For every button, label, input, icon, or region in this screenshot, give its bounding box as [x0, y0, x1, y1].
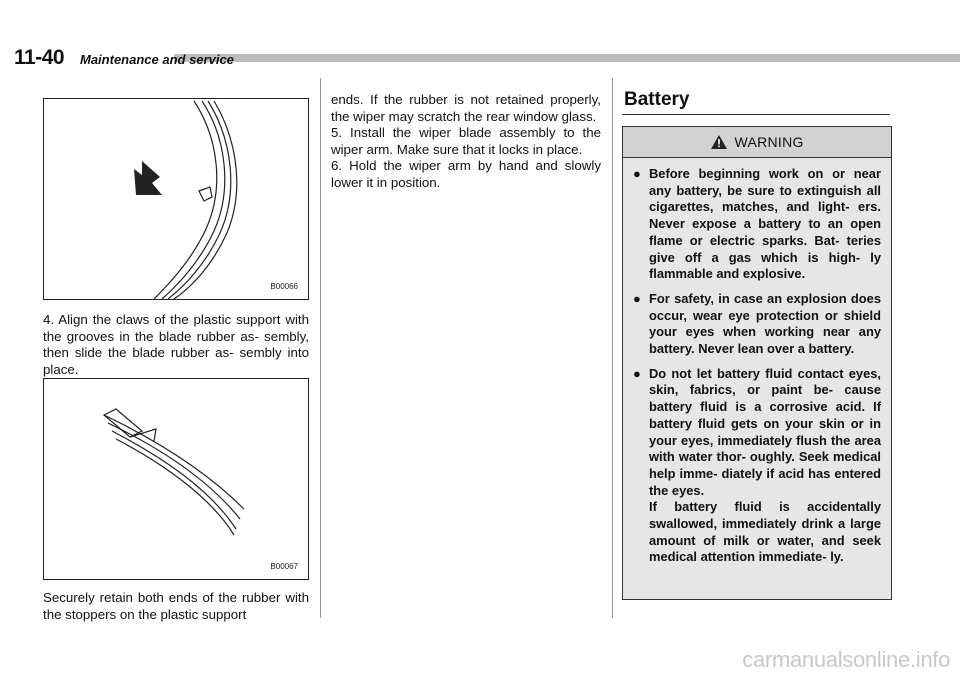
warning-list: [623, 158, 891, 566]
step-5-text: 5. Install the wiper blade assembly to the wiper arm. Make sure that it locks in place.: [331, 125, 601, 157]
warning-header: [623, 127, 891, 158]
retain-text: Securely retain both ends of the rubber with the stoppers on the plastic support: [43, 590, 309, 622]
warning-triangle-icon: [710, 134, 728, 150]
figure-wiper-blade-1: [43, 98, 309, 300]
bullet-icon: ●: [633, 365, 641, 381]
wiper-blade-illustration-1: [44, 99, 308, 299]
page-number: 11-40: [14, 46, 65, 69]
figure-wiper-blade-2: [43, 378, 309, 580]
figure-label: B00066: [270, 282, 298, 291]
bullet-icon: ●: [633, 290, 641, 306]
warning-item: ● Before beginning work on or near any battery, be sure to extinguish all cigarettes, matches, and light- ers. Never expose a battery to an open flame or electric sparks. Bat- teries give off a gas which is high- ly flammable and explosive.: [633, 166, 881, 282]
continuation-text: ends. If the rubber is not retained properly, the wiper may scratch the rear window glass.: [331, 92, 601, 124]
step-6-text: 6. Hold the wiper arm by hand and slowly lower it in position.: [331, 158, 601, 190]
warning-item: ● Do not let battery fluid contact eyes, skin, fabrics, or paint be- cause battery fluid is a corrosive acid. If battery fluid gets on your skin or in your eyes, immediately flush the area with water thor- oughly. Seek medical help imme- diately if acid has entered the eyes. If battery fluid is accidentally swallowed, immediately drink a large amount of milk or water, and seek medical attention immediate- ly.: [633, 365, 881, 565]
wiper-blade-illustration-2: [44, 379, 308, 579]
warning-label: WARNING: [734, 134, 804, 150]
section-title: Maintenance and service: [80, 52, 234, 67]
watermark: carmanualsonline.info: [742, 647, 950, 672]
warning-item-extra: If battery fluid is accidentally swallowed, immediately drink a large amount of milk or water, and seek medical attention immediate- ly.: [649, 499, 881, 565]
page-header: [14, 46, 944, 70]
warning-item: ● For safety, in case an explosion does occur, wear eye protection or shield your eyes when working near any battery. Never lean over a battery.: [633, 290, 881, 357]
bullet-icon: ●: [633, 166, 641, 181]
warning-box: [622, 126, 892, 600]
heading-rule: [622, 114, 890, 115]
column-divider: [320, 78, 321, 618]
battery-heading: Battery: [624, 89, 690, 110]
step-4-text: 4. Align the claws of the plastic support with the grooves in the blade rubber as- sembly, then slide the blade rubber as- sembly into place.: [43, 312, 309, 377]
column-divider: [612, 78, 613, 618]
header-rule: [174, 54, 960, 62]
middle-column-text: [331, 92, 601, 192]
figure-label: B00067: [270, 562, 298, 571]
arrow-down-icon: [134, 161, 162, 195]
